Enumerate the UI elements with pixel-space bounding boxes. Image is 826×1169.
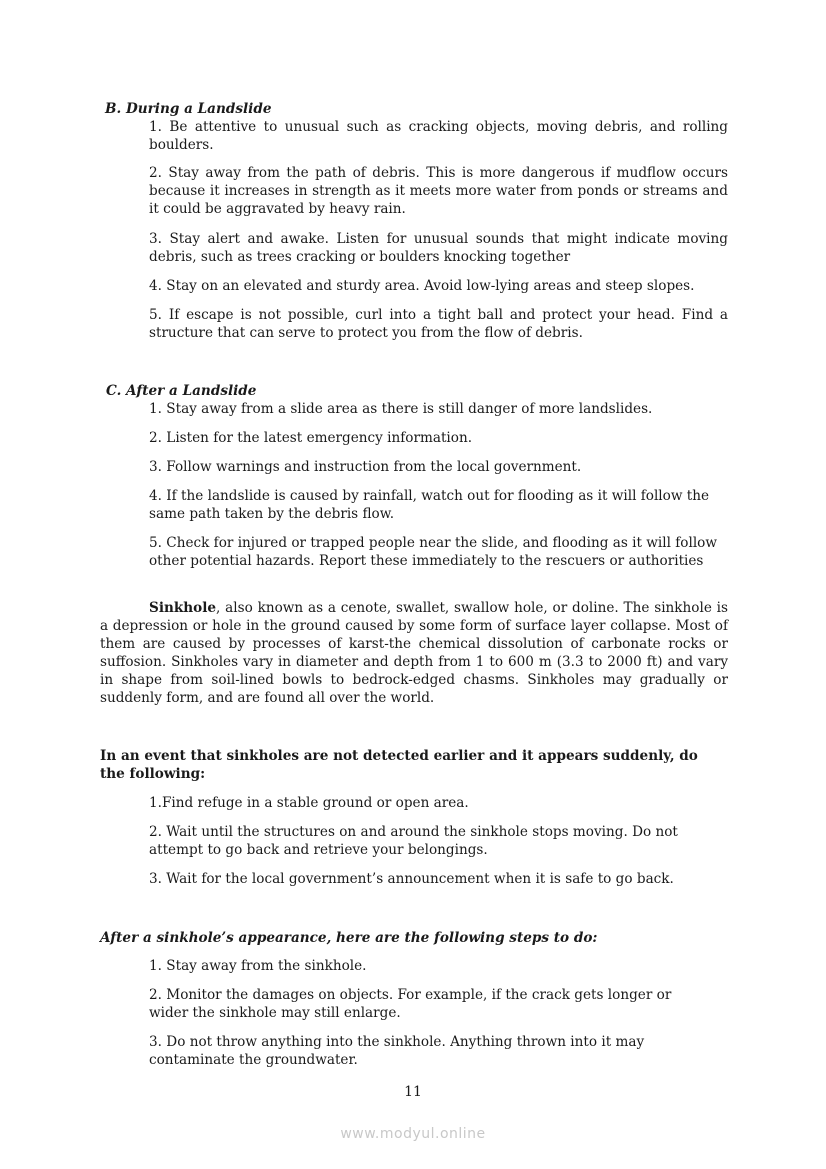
list-item: 2. Listen for the latest emergency information. bbox=[149, 430, 473, 446]
list-item: 3. Follow warnings and instruction from the local government. bbox=[149, 459, 582, 475]
page-number: 11 bbox=[404, 1084, 422, 1100]
list-item: 1. Stay away from a slide area as there is still danger of more landslides. bbox=[149, 401, 653, 417]
sudden-heading: In an event that sinkholes are not detected earlier and it appears suddenly, do the following: bbox=[100, 748, 698, 782]
sinkhole-paragraph bbox=[100, 599, 728, 707]
list-item: 4. If the landslide is caused by rainfall, watch out for flooding as it will follow the same path taken by the debris flow. bbox=[149, 488, 710, 522]
list-item: 3. Stay alert and awake. Listen for unusual sounds that might indicate moving debris, such as trees cracking or boulders knocking together bbox=[149, 231, 728, 265]
list-item: 2. Wait until the structures on and around the sinkhole stops moving. Do not attempt to go back and retrieve your belongings. bbox=[149, 824, 678, 858]
section-c-heading: C. After a Landslide bbox=[106, 383, 257, 399]
list-item: 5. If escape is not possible, curl into a tight ball and protect your head. Find a structure that can serve to protect you from the flow of debris. bbox=[149, 307, 728, 341]
list-item: 5. Check for injured or trapped people near the slide, and flooding as it will follow other potential hazards. Report these immediately to the rescuers or authorities bbox=[149, 535, 717, 569]
list-item: 2. Monitor the damages on objects. For example, if the crack gets longer or wider the sinkhole may still enlarge. bbox=[149, 987, 672, 1021]
list-item: 1. Stay away from the sinkhole. bbox=[149, 958, 367, 974]
list-item: 4. Stay on an elevated and sturdy area. Avoid low-lying areas and steep slopes. bbox=[149, 278, 695, 294]
list-item: 3. Wait for the local government’s announcement when it is safe to go back. bbox=[149, 871, 674, 887]
sinkhole-term: Sinkhole bbox=[149, 600, 217, 616]
section-b-heading: B. During a Landslide bbox=[105, 101, 272, 117]
list-item: 2. Stay away from the path of debris. This is more dangerous if mudflow occurs because it increases in strength as it meets more water from ponds or streams and it could be aggravated by heavy rain. bbox=[149, 165, 728, 217]
list-item: 1. Be attentive to unusual such as cracking objects, moving debris, and rolling boulders. bbox=[149, 119, 728, 153]
after-heading: After a sinkhole’s appearance, here are the following steps to do: bbox=[100, 930, 598, 946]
sinkhole-text: , also known as a cenote, swallet, swallow hole, or doline. The sinkhole is a depression or hole in the ground caused by some form of surface layer collapse. Most of them are caused by processes of karst-the chemical dissolution of carbonate rocks or suffosion. Sinkholes vary in diameter and depth from 1 to 600 m (3.3 to 2000 ft) and vary in shape from soil-lined bowls to bedrock-edged chasms. Sinkholes may gradually or suddenly form, and are found all over the world. bbox=[100, 600, 728, 706]
list-item: 3. Do not throw anything into the sinkhole. Anything thrown into it may contaminate the groundwater. bbox=[149, 1034, 645, 1068]
list-item: 1.Find refuge in a stable ground or open area. bbox=[149, 795, 469, 811]
watermark: www.modyul.online bbox=[340, 1126, 486, 1142]
